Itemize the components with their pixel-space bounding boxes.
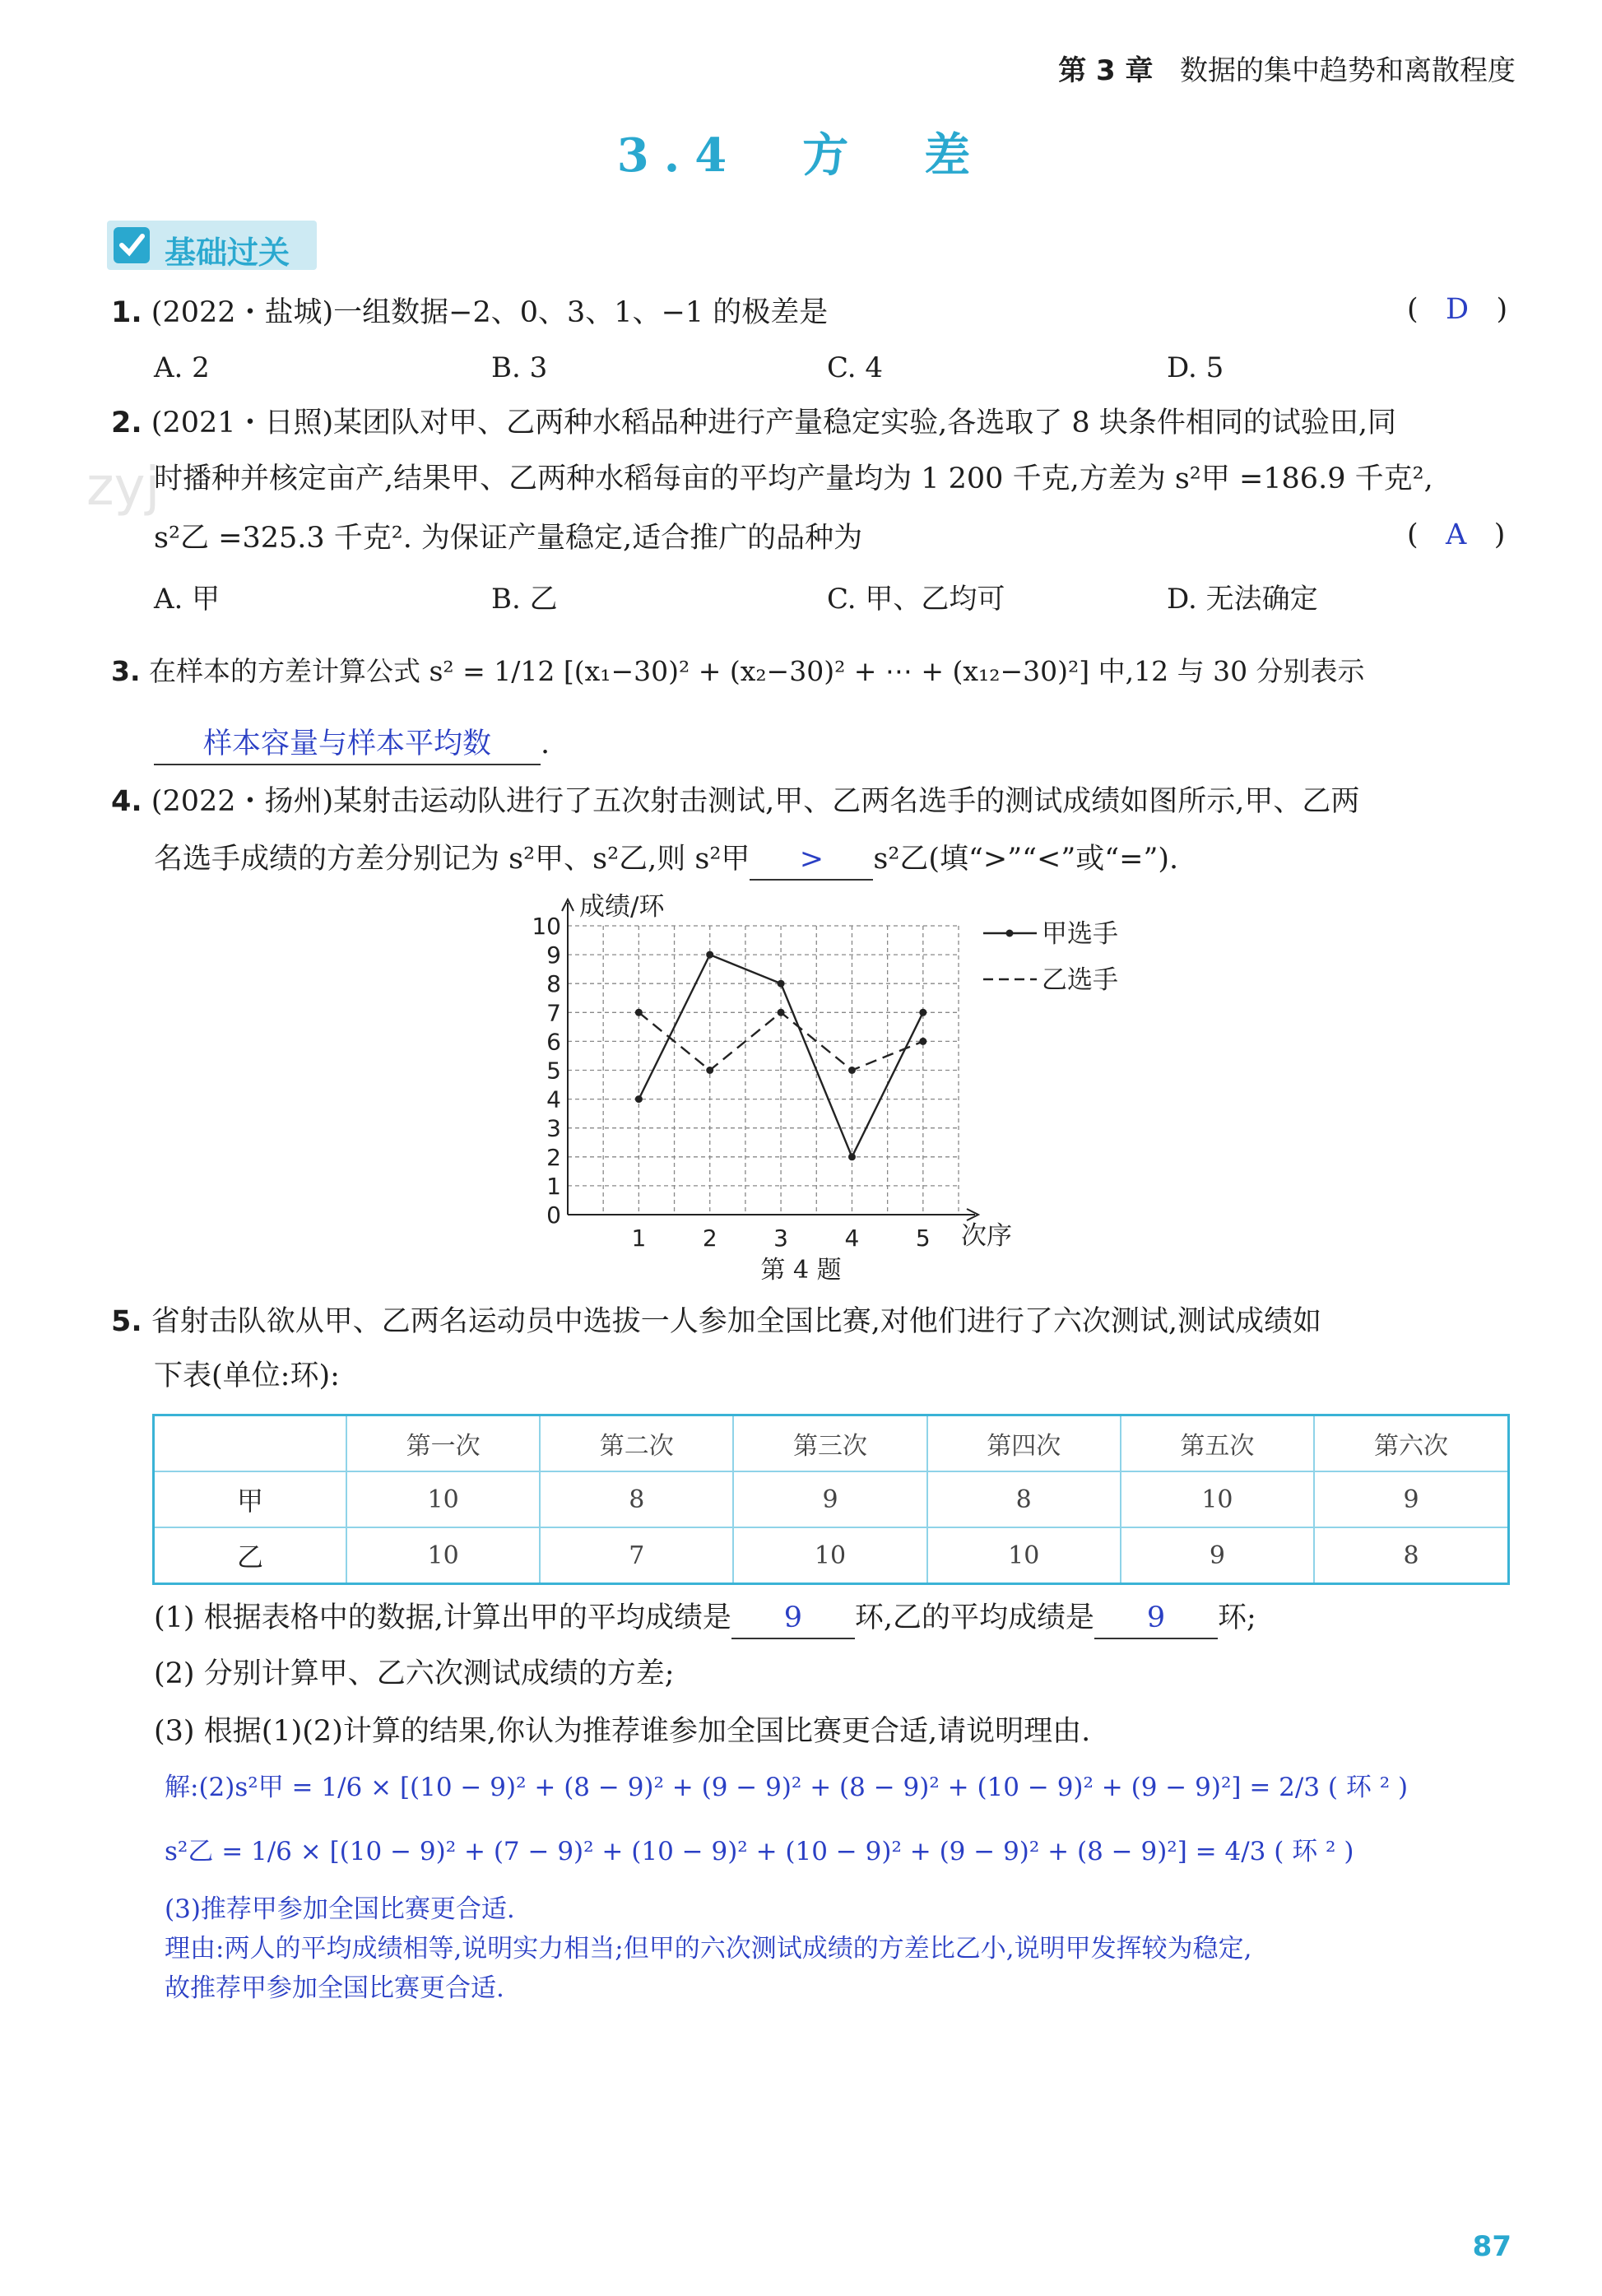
section-tag <box>107 221 317 270</box>
y-tick-label: 10 <box>532 913 561 940</box>
question-text: 在样本的方差计算公式 s² = 1/12 [(x₁−30)² + (x₂−30)² + ⋯ + (x₁₂−30)²] 中,12 与 30 分别表示 <box>149 655 1365 687</box>
y-tick-label: 3 <box>546 1114 561 1142</box>
sub-question-1 <box>154 1598 1256 1639</box>
solution-line: 理由:两人的平均成绩相等,说明实力相当;但甲的六次测试成绩的方差比乙小,说明甲发挥较为稳定, <box>165 1934 1252 1964</box>
table-header-cell: 第六次 <box>1314 1415 1508 1472</box>
y-tick-label: 9 <box>546 941 561 969</box>
x-tick-label: 1 <box>631 1225 647 1252</box>
table-header-cell: 第一次 <box>346 1415 540 1472</box>
table-header-cell: 第四次 <box>927 1415 1121 1472</box>
question-3 <box>111 652 1365 691</box>
section-tag-label: 基础过关 <box>165 235 290 271</box>
checkbox-icon <box>114 227 150 263</box>
chapter-title: 数据的集中趋势和离散程度 <box>1180 54 1516 87</box>
table-cell: 9 <box>1314 1471 1508 1527</box>
question-text: 下表(单位:环): <box>154 1359 340 1392</box>
running-header <box>1058 48 1516 88</box>
table-header-row <box>154 1415 1509 1472</box>
question-text: (2022・扬州)某射击运动队进行了五次射击测试,甲、乙两名选手的测试成绩如图所示,甲、乙两 <box>151 785 1360 818</box>
data-point <box>919 1009 926 1016</box>
table-cell: 9 <box>733 1471 926 1527</box>
option: D. 5 <box>1167 351 1224 384</box>
solution-line: 解:(2)s²甲 = 1/6 × [(10 − 9)² + (8 − 9)² + (9 − 9)² + (8 − 9)² + (10 − 9)² + (9 − 9)²] = 2/3 ( 环 ² ) <box>165 1773 1409 1802</box>
x-tick-label: 3 <box>773 1225 789 1252</box>
table-cell: 8 <box>1314 1527 1508 1584</box>
y-tick-label: 8 <box>546 970 561 998</box>
question-5 <box>111 1302 1321 1341</box>
line-chart <box>510 887 1135 1266</box>
data-point <box>919 1038 926 1045</box>
table-cell: 8 <box>927 1471 1121 1527</box>
question-text: (1) 根据表格中的数据,计算出甲的平均成绩是 <box>154 1601 731 1634</box>
sub-question-2: (2) 分别计算甲、乙六次测试成绩的方差; <box>154 1657 675 1690</box>
period: . <box>541 727 550 760</box>
fill-blank-answer: 9 <box>1094 1598 1218 1639</box>
question-text: 环; <box>1217 1601 1256 1634</box>
y-tick-label: 4 <box>546 1085 561 1113</box>
option: C. 甲、乙均可 <box>827 583 1005 616</box>
question-number: 3. <box>111 655 141 687</box>
sub-question-3: (3) 根据(1)(2)计算的结果,你认为推荐谁参加全国比赛更合适,请说明理由. <box>154 1715 1091 1748</box>
option: B. 乙 <box>491 583 558 616</box>
question-text: 环,乙的平均成绩是 <box>854 1601 1094 1634</box>
choice-answer: D <box>1446 293 1470 326</box>
watermark: zyj <box>86 457 160 518</box>
row-header: 乙 <box>154 1527 347 1584</box>
fill-blank-answer: 样本容量与样本平均数 <box>154 724 541 765</box>
chapter-number: 第 3 章 <box>1058 54 1154 87</box>
question-text: (2022・盐城)一组数据−2、0、3、1、−1 的极差是 <box>151 296 829 329</box>
answer-paren: ( D ) <box>1407 293 1508 326</box>
question-text: s²乙 =325.3 千克². 为保证产量稳定,适合推广的品种为 <box>154 522 863 555</box>
question-4 <box>111 782 1359 821</box>
question-text: s²乙(填“>”“<”或“=”). <box>873 843 1179 876</box>
question-text-line <box>154 839 1178 881</box>
y-tick-label: 0 <box>546 1201 561 1229</box>
option: B. 3 <box>491 351 548 384</box>
question-number: 1. <box>111 296 142 329</box>
question-text: 名选手成绩的方差分别记为 s²甲、s²乙,则 s²甲 <box>154 843 750 876</box>
table-cell: 10 <box>346 1527 540 1584</box>
solution-line: s²乙 = 1/6 × [(10 − 9)² + (7 − 9)² + (10 − 9)² + (10 − 9)² + (9 − 9)² + (8 − 9)²] = 4/3 ( 环 ² ) <box>165 1837 1354 1866</box>
solution-line: (3)推荐甲参加全国比赛更合适. <box>165 1894 515 1924</box>
option: A. 甲 <box>154 583 221 616</box>
fill-blank-answer: > <box>750 839 873 881</box>
data-point <box>635 1095 643 1103</box>
row-header: 甲 <box>154 1471 347 1527</box>
chart-legend <box>983 919 1118 995</box>
y-tick-label: 2 <box>546 1143 561 1171</box>
y-tick-label: 7 <box>546 999 561 1027</box>
legend-label: 甲选手 <box>1042 919 1118 949</box>
choice-answer: A <box>1446 518 1467 551</box>
table-row <box>154 1471 1509 1527</box>
chart-axes <box>562 899 978 1220</box>
option: C. 4 <box>827 351 884 384</box>
option: D. 无法确定 <box>1167 583 1318 616</box>
table-cell: 10 <box>733 1527 926 1584</box>
y-tick-label: 5 <box>546 1057 561 1085</box>
question-number: 2. <box>111 407 142 439</box>
question-text: 省射击队欲从甲、乙两名运动员中选拔一人参加全国比赛,对他们进行了六次测试,测试成绩如 <box>151 1305 1322 1338</box>
table-row <box>154 1527 1509 1584</box>
x-axis-label: 次序 <box>961 1221 1012 1251</box>
score-table <box>152 1414 1510 1585</box>
data-point <box>635 1009 643 1016</box>
chart-grid <box>568 926 959 1215</box>
section-title: 3.4 方 差 <box>616 128 986 183</box>
answer-paren: ( A ) <box>1407 518 1506 551</box>
table-header-cell: 第三次 <box>733 1415 926 1472</box>
question-number: 4. <box>111 785 142 818</box>
x-tick-label: 5 <box>915 1225 931 1252</box>
fill-line <box>154 724 550 765</box>
x-tick-label: 2 <box>702 1225 717 1252</box>
question-text: 时播种并核定亩产,结果甲、乙两种水稻每亩的平均产量均为 1 200 千克,方差为 s²甲 =186.9 千克², <box>154 462 1433 495</box>
table-header-cell: 第二次 <box>540 1415 733 1472</box>
figure-caption: 第 4 题 <box>760 1256 842 1285</box>
legend-marker <box>1006 930 1014 937</box>
legend-label: 乙选手 <box>1042 965 1118 995</box>
table-cell: 9 <box>1121 1527 1314 1584</box>
table-header-cell: 第五次 <box>1121 1415 1314 1472</box>
x-tick-label: 4 <box>844 1225 860 1252</box>
question-text: (2021・日照)某团队对甲、乙两种水稻品种进行产量稳定实验,各选取了 8 块条件相同的试验田,同 <box>151 407 1396 439</box>
data-point <box>848 1153 856 1160</box>
table-cell: 7 <box>540 1527 733 1584</box>
data-point <box>848 1067 856 1074</box>
data-point <box>778 980 785 988</box>
table-cell: 10 <box>1121 1471 1314 1527</box>
table-cell: 10 <box>927 1527 1121 1584</box>
page-number: 87 <box>1472 2230 1511 2263</box>
table-cell: 8 <box>540 1471 733 1527</box>
y-tick-label: 1 <box>546 1172 561 1200</box>
y-tick-label: 6 <box>546 1028 561 1056</box>
question-number: 5. <box>111 1305 142 1338</box>
question-2 <box>111 403 1396 443</box>
table-cell: 10 <box>346 1471 540 1527</box>
y-axis-label: 成绩/环 <box>579 892 665 922</box>
table-header-cell <box>154 1415 347 1472</box>
data-point <box>778 1009 785 1016</box>
data-point <box>706 951 713 959</box>
question-1 <box>111 293 828 332</box>
fill-blank-answer: 9 <box>731 1598 855 1639</box>
option: A. 2 <box>154 351 210 384</box>
solution-line: 故推荐甲参加全国比赛更合适. <box>165 1973 504 2003</box>
data-point <box>706 1067 713 1074</box>
